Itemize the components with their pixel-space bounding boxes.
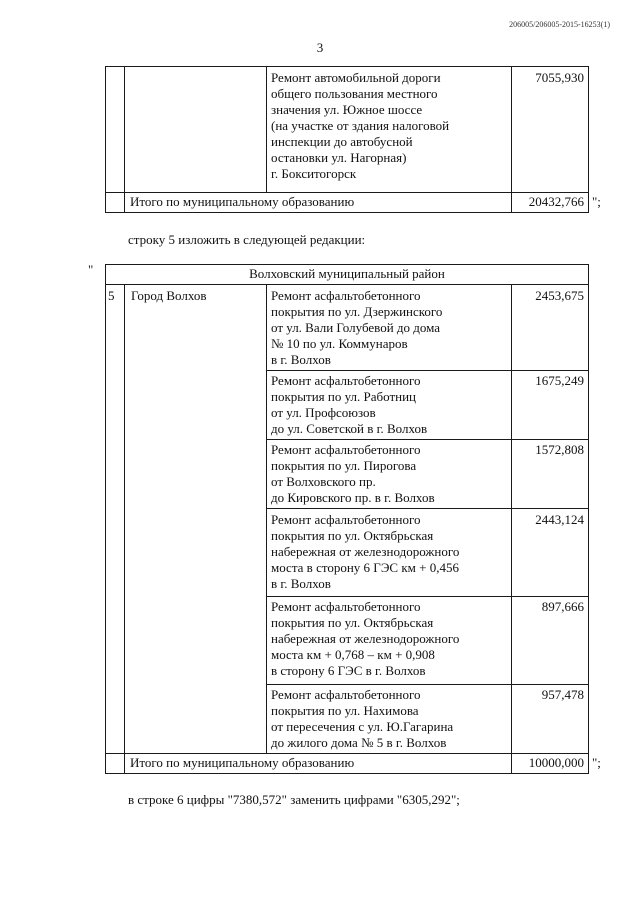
instruction-line-5: строку 5 изложить в следующей редакции: [128,232,366,247]
item-amount: 2453,675 [535,288,584,303]
main-total-amount: 10000,000 [528,755,584,770]
main-open-quote: " [88,262,94,277]
item-amount: 1572,808 [535,442,584,457]
item-description: Ремонт асфальтобетонного покрытия по ул. Октябрьская набережная от железнодорожного моста в сторону 6 ГЭС км + 0,456 в г. Волхов [271,512,460,591]
item-amount: 957,478 [541,687,584,702]
main-close-quote: "; [592,755,601,770]
top-row-description: Ремонт автомобильной дороги общего пользования местного значения ул. Южное шоссе (на участке от здания налоговой инспекции до автобусной остановки ул. Нагорная) г. Бокситогорск [271,70,450,181]
district-header: Волховский муниципальный район [249,266,445,281]
item-amount: 1675,249 [535,373,584,388]
item-description: Ремонт асфальтобетонного покрытия по ул. Октябрьская набережная от железнодорожного моста км + 0,768 – км + 0,908 в сторону 6 ГЭС в г. Волхов [271,599,460,678]
top-total-label: Итого по муниципальному образованию [130,194,355,209]
page-number: 3 [316,40,324,55]
row-number: 5 [108,288,115,303]
item-description: Ремонт асфальтобетонного покрытия по ул. Работниц от ул. Профсоюзов до ул. Советской в г. Волхов [271,373,428,436]
item-description: Ремонт асфальтобетонного покрытия по ул. Нахимова от пересечения с ул. Ю.Гагарина до жилого дома № 5 в г. Волхов [271,687,454,750]
top-close-quote: "; [592,194,601,209]
top-row-amount: 7055,930 [535,70,584,85]
city-name: Город Волхов [131,288,207,303]
item-description: Ремонт асфальтобетонного покрытия по ул. Пирогова от Волховского пр. до Кировского пр. в г. Волхов [271,442,435,505]
item-description: Ремонт асфальтобетонного покрытия по ул. Дзержинского от ул. Вали Голубевой до дома № 10 по ул. Коммунаров в г. Волхов [271,288,443,367]
item-amount: 897,666 [541,599,584,614]
main-total-label: Итого по муниципальному образованию [130,755,355,770]
item-amount: 2443,124 [535,512,584,527]
document-id: 206005/206005-2015-16253(1) [509,20,610,29]
instruction-line-6: в строке 6 цифры "7380,572" заменить цифрами "6305,292"; [128,792,460,807]
top-total-amount: 20432,766 [528,194,584,209]
